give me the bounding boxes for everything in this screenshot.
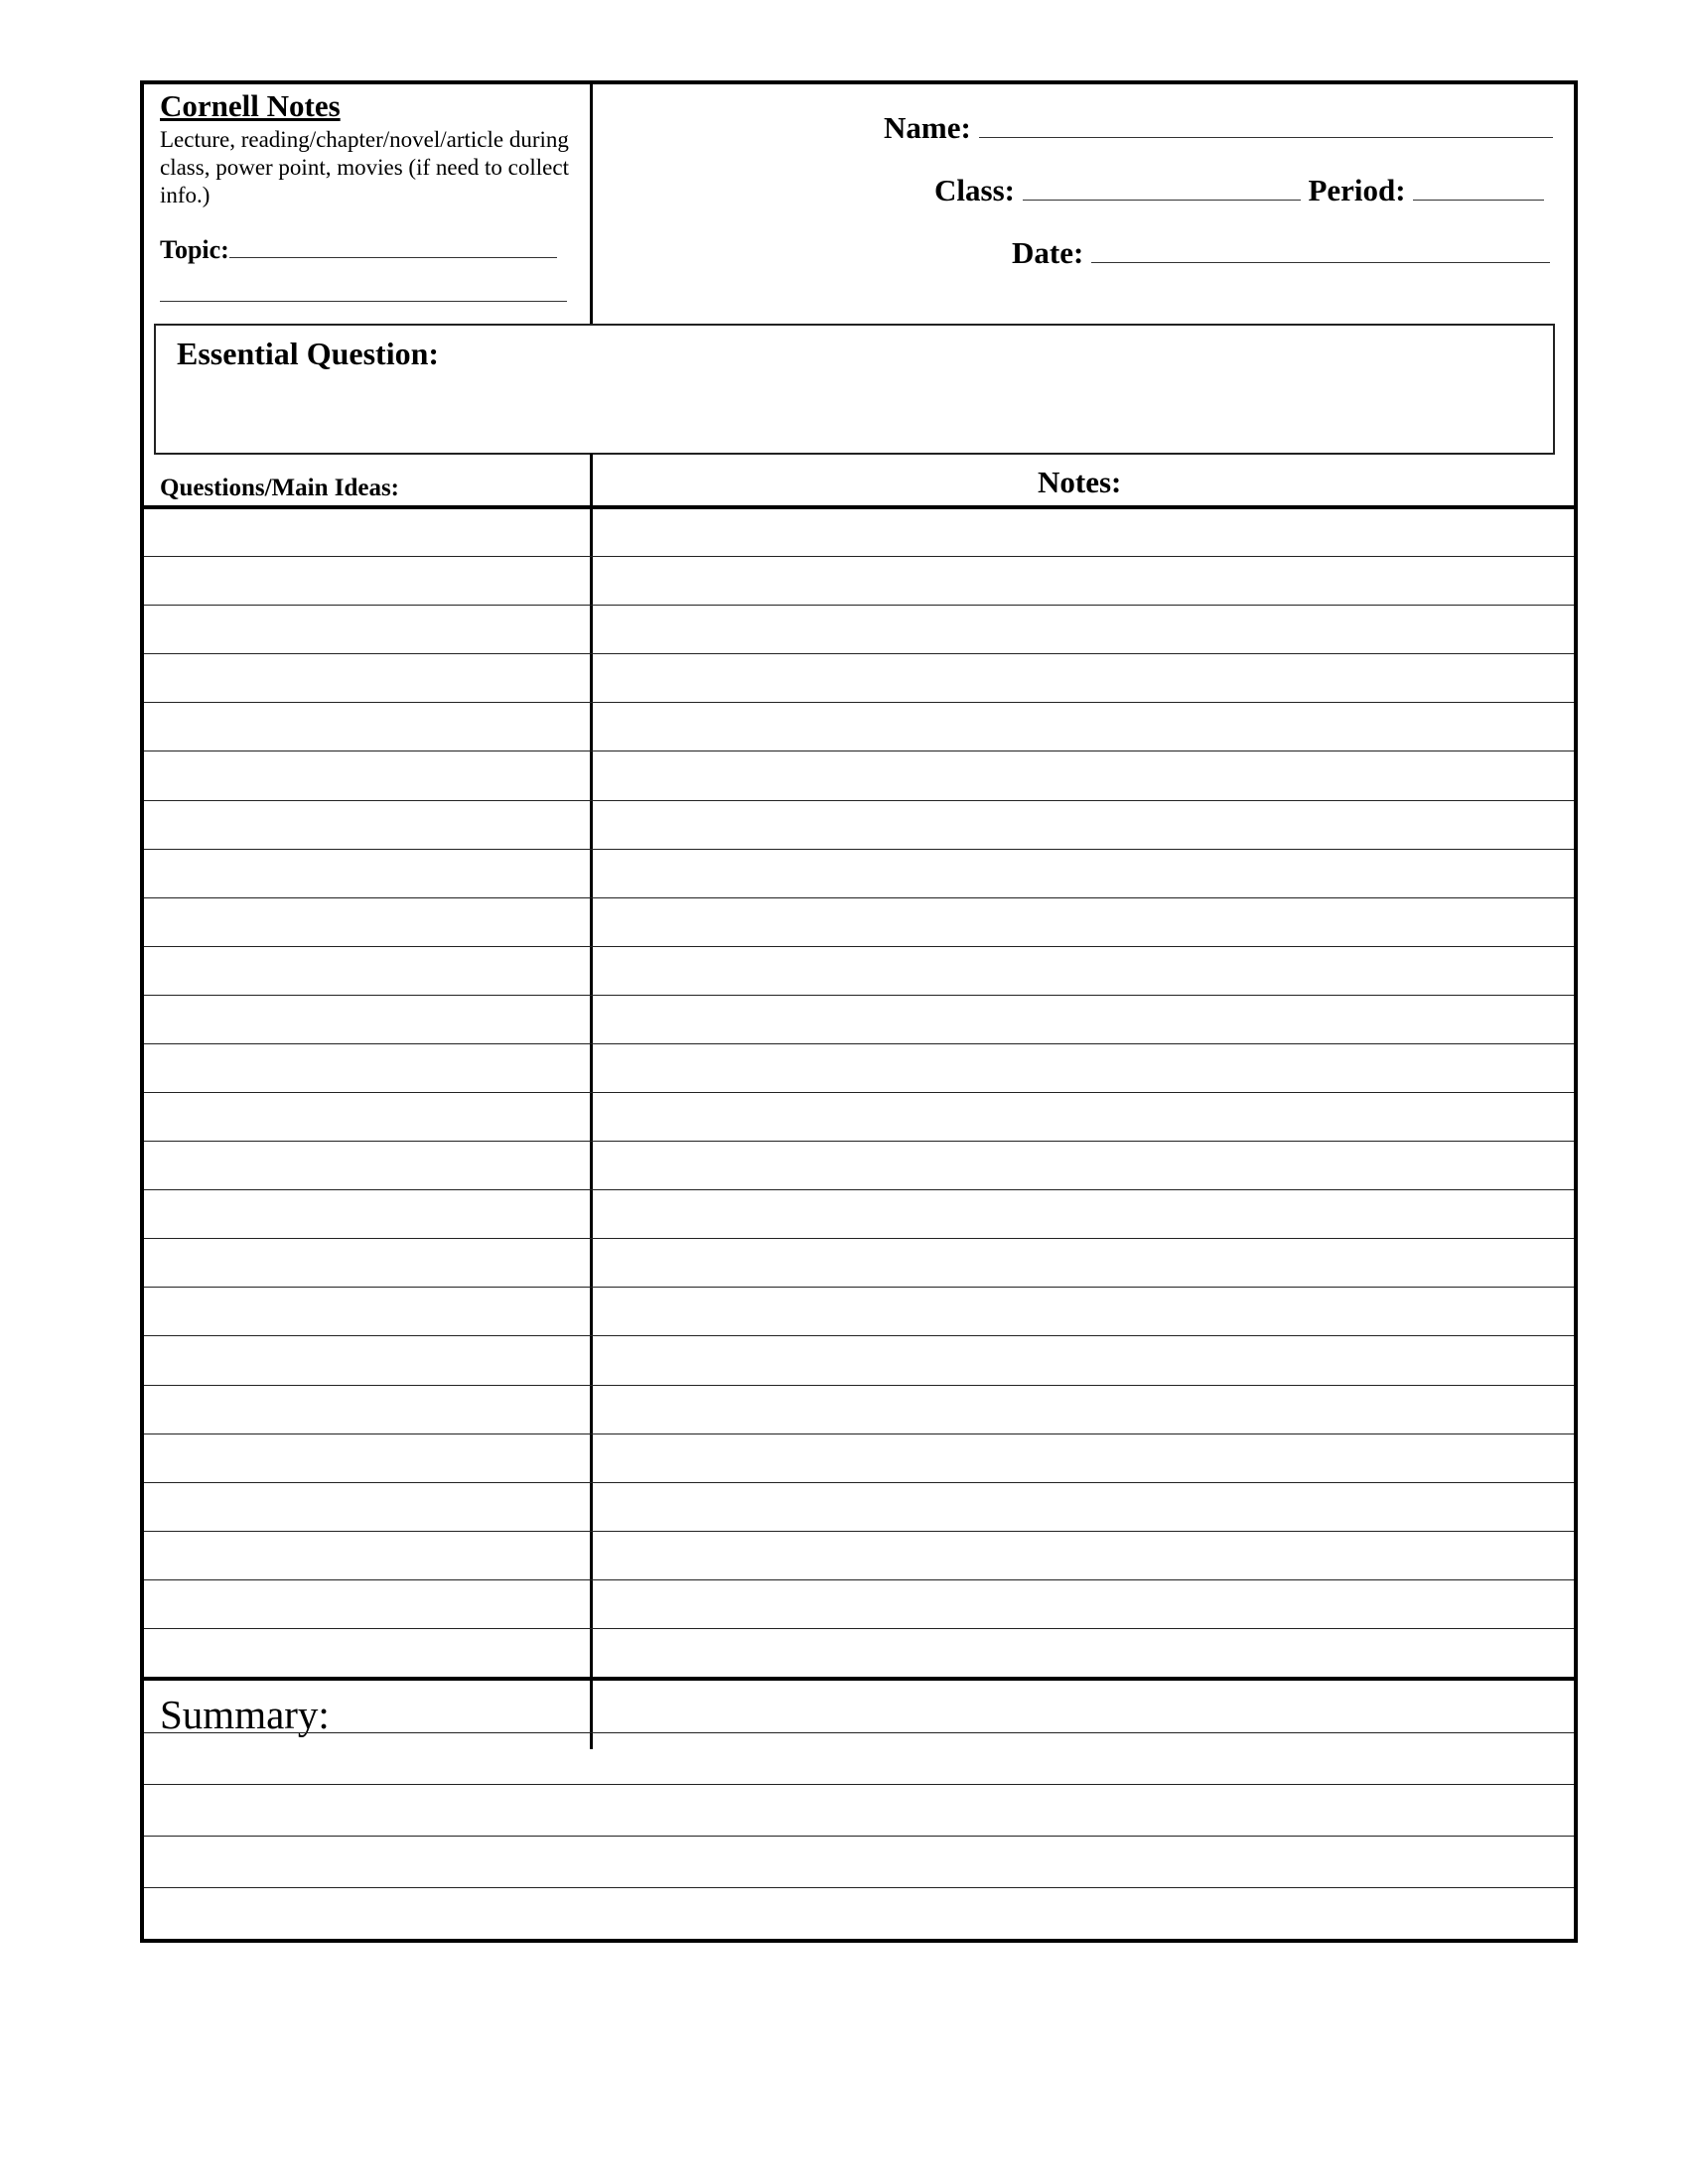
question-cell[interactable] (144, 1628, 590, 1677)
notes-cell[interactable] (593, 1335, 1574, 1384)
row-line (144, 1385, 1574, 1386)
class-label: Class: (934, 173, 1015, 207)
row-line (144, 1238, 1574, 1239)
row-line (144, 702, 1574, 703)
header-divider (590, 84, 593, 324)
question-cell[interactable] (144, 1531, 590, 1579)
question-cell[interactable] (144, 507, 590, 556)
topic-input-line-1[interactable] (229, 257, 557, 258)
question-cell[interactable] (144, 946, 590, 995)
date-input-line[interactable] (1091, 254, 1550, 263)
name-input-line[interactable] (979, 129, 1553, 138)
summary-label: Summary: (160, 1692, 330, 1737)
cornell-notes-sheet (140, 80, 1578, 1943)
question-cell[interactable] (144, 800, 590, 849)
row-line (144, 800, 1574, 801)
sheet-title: Cornell Notes (160, 88, 341, 123)
question-cell[interactable] (144, 1482, 590, 1531)
notes-cell[interactable] (593, 1385, 1574, 1433)
row-line (144, 1189, 1574, 1190)
question-cell[interactable] (144, 751, 590, 799)
notes-cell[interactable] (593, 1628, 1574, 1677)
notes-cell[interactable] (593, 556, 1574, 605)
notes-cell[interactable] (593, 605, 1574, 653)
row-line (144, 1628, 1574, 1629)
question-cell[interactable] (144, 1335, 590, 1384)
question-cell[interactable] (144, 1092, 590, 1141)
row-line (144, 1531, 1574, 1532)
essential-question-label: Essential Question: (177, 336, 440, 371)
questions-column-header: Questions/Main Ideas: (160, 475, 400, 501)
row-line (144, 1141, 1574, 1142)
row-line (144, 1287, 1574, 1288)
question-cell[interactable] (144, 556, 590, 605)
row-line (144, 1579, 1574, 1580)
row-line (144, 1482, 1574, 1483)
row-line (144, 995, 1574, 996)
notes-cell[interactable] (593, 653, 1574, 702)
notes-column-header: Notes: (1038, 465, 1122, 499)
essential-question-box[interactable] (154, 324, 1555, 455)
row-line (144, 946, 1574, 947)
question-cell[interactable] (144, 1189, 590, 1238)
question-cell[interactable] (144, 702, 590, 751)
notes-cell[interactable] (593, 1189, 1574, 1238)
topic-label: Topic: (160, 235, 229, 264)
question-cell[interactable] (144, 1043, 590, 1092)
notes-cell[interactable] (593, 849, 1574, 897)
question-cell[interactable] (144, 995, 590, 1043)
topic-field[interactable] (160, 235, 557, 265)
period-input-line[interactable] (1413, 192, 1544, 201)
notes-cell[interactable] (593, 1043, 1574, 1092)
question-cell[interactable] (144, 1433, 590, 1482)
row-line (144, 556, 1574, 557)
notes-cell[interactable] (593, 507, 1574, 556)
row-line (144, 849, 1574, 850)
notes-cell[interactable] (593, 702, 1574, 751)
row-line (144, 1092, 1574, 1093)
summary-section[interactable] (144, 1681, 1574, 1939)
date-field[interactable] (1012, 235, 1550, 271)
summary-line (144, 1784, 1574, 1785)
question-cell[interactable] (144, 1141, 590, 1189)
name-field[interactable] (884, 110, 1553, 146)
row-line (144, 653, 1574, 654)
question-cell[interactable] (144, 1238, 590, 1287)
row-line (144, 1335, 1574, 1336)
notes-cell[interactable] (593, 1482, 1574, 1531)
date-label: Date: (1012, 235, 1084, 270)
sheet-description: Lecture, reading/chapter/novel/article during class, power point, movies (if need to collect info.) (160, 127, 569, 207)
summary-line (144, 1732, 1574, 1733)
period-label: Period: (1308, 173, 1406, 207)
notes-cell[interactable] (593, 1579, 1574, 1628)
notes-cell[interactable] (593, 751, 1574, 799)
question-cell[interactable] (144, 1385, 590, 1433)
notes-cell[interactable] (593, 1238, 1574, 1287)
summary-line (144, 1836, 1574, 1837)
question-cell[interactable] (144, 849, 590, 897)
notes-cell[interactable] (593, 1531, 1574, 1579)
question-cell[interactable] (144, 1287, 590, 1335)
question-cell[interactable] (144, 897, 590, 946)
notes-cell[interactable] (593, 800, 1574, 849)
notes-cell[interactable] (593, 1092, 1574, 1141)
notes-cell[interactable] (593, 1141, 1574, 1189)
row-line (144, 897, 1574, 898)
notes-cell[interactable] (593, 897, 1574, 946)
topic-input-line-2[interactable] (160, 301, 567, 302)
notes-cell[interactable] (593, 995, 1574, 1043)
notes-cell[interactable] (593, 1433, 1574, 1482)
notes-cell[interactable] (593, 1287, 1574, 1335)
question-cell[interactable] (144, 1579, 590, 1628)
question-cell[interactable] (144, 605, 590, 653)
name-label: Name: (884, 110, 971, 145)
notes-cell[interactable] (593, 946, 1574, 995)
class-field[interactable] (934, 173, 1544, 208)
class-input-line[interactable] (1023, 192, 1301, 201)
row-line (144, 605, 1574, 606)
row-line (144, 1433, 1574, 1434)
summary-line (144, 1887, 1574, 1888)
question-cell[interactable] (144, 653, 590, 702)
row-line (144, 1043, 1574, 1044)
